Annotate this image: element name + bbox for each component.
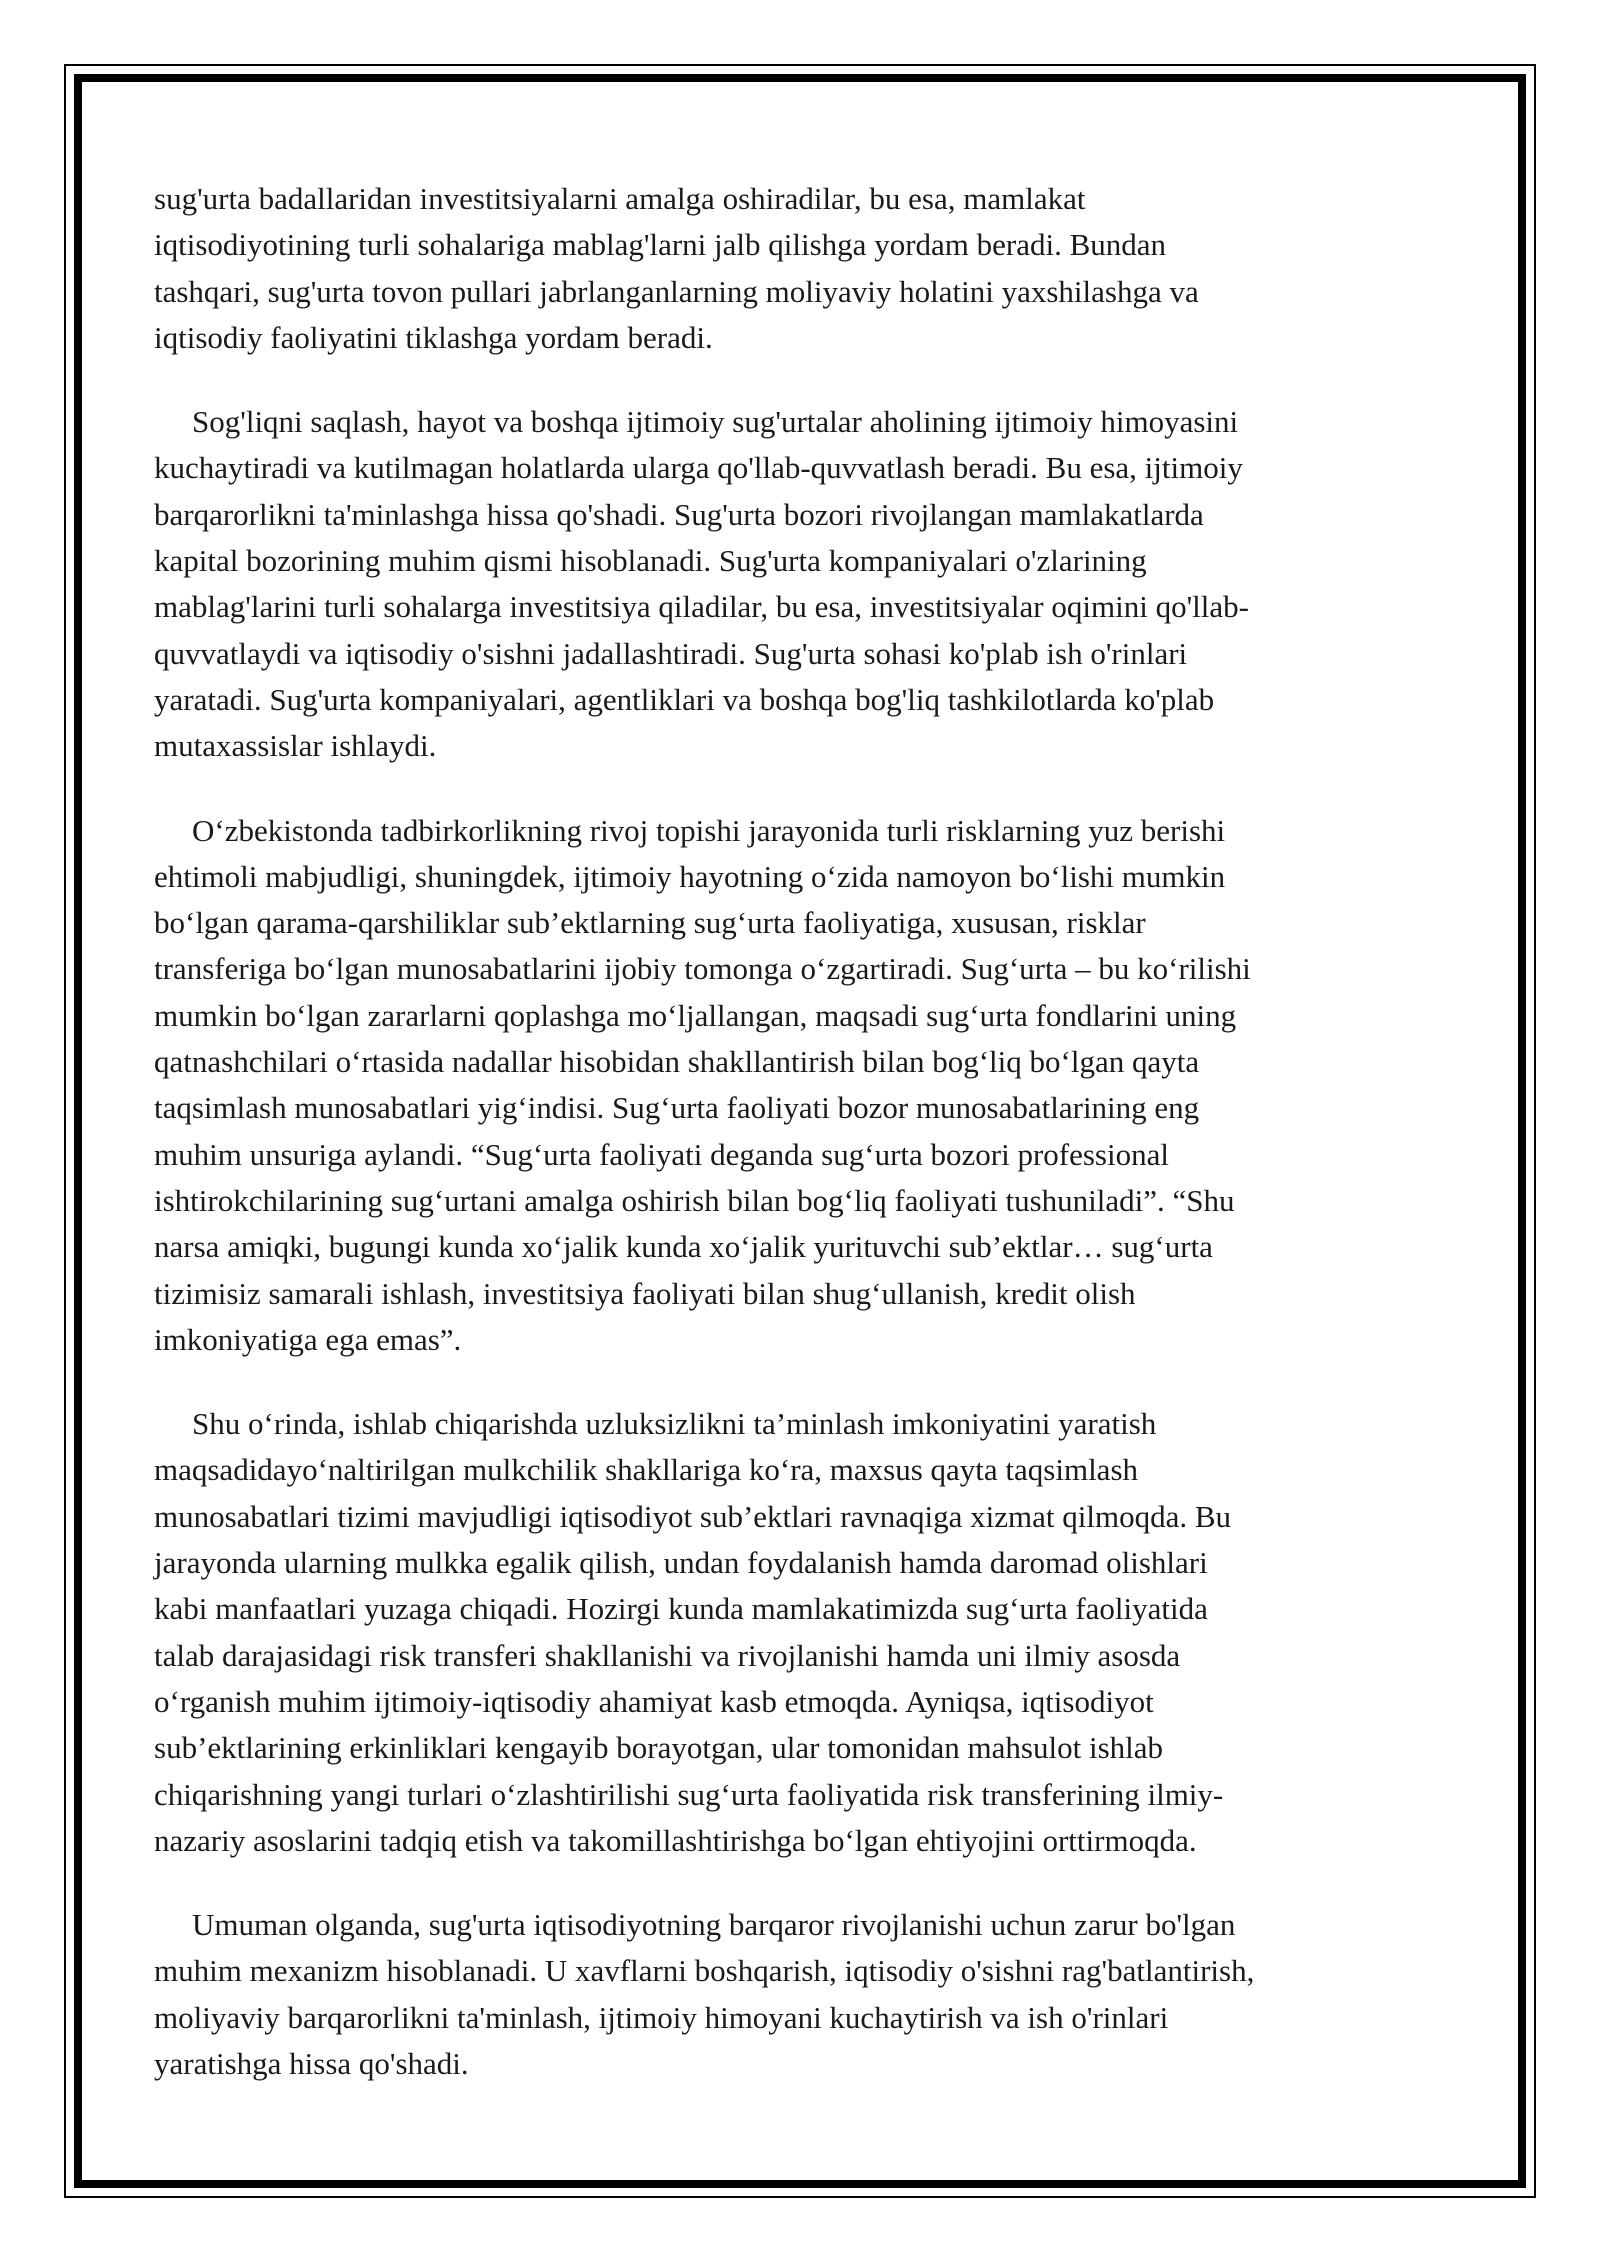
paragraph-redistribution: Shu o‘rinda, ishlab chiqarishda uzluksizlikni ta’minlash imkoniyatini yaratish maqsadidayo‘naltirilgan mulkchilik shakllariga ko‘ra, maxsus qayta taqsimlash munosabatlari tizimi mavjudligi iqtisodiyot sub’ektlari ravnaqiga xizmat qilmoqda. Bu jarayonda ularning mulkka egalik qilish, undan foydalanish hamda daromad olishlari kabi manfaatlari yuzaga chiqadi. Hozirgi kunda mamlakatimizda sug‘urta faoliyatida talab darajasidagi risk transferi shakllanishi va rivojlanishi hamda uni ilmiy asosda o‘rganish muhim ijtimoiy-iqtisodiy ahamiyat kasb etmoqda. Ayniqsa, iqtisodiyot sub’ektlarining erkinliklari kengayib borayotgan, ular tomonidan mahsulot ishlab chiqarishning yangi turlari o‘zlashtirilishi sug‘urta faoliyatida risk transferining ilmiy- nazariy asoslarini tadqiq etish va takomillashtirishga bo‘lgan ehtiyojini orttirmoqda.	[154, 1406, 1232, 1858]
document-body	[154, 176, 1494, 2125]
paragraph-social-insurance: Sog'liqni saqlash, hayot va boshqa ijtimoiy sug'urtalar aholining ijtimoiy himoyasini kuchaytiradi va kutilmagan holatlarda ularga qo'llab-quvvatlash beradi. Bu esa, ijtimoiy barqarorlikni ta'minlashga hissa qo'shadi. Sug'urta bozori rivojlangan mamlakatlarda kapital bozorining muhim qismi hisoblanadi. Sug'urta kompaniyalari o'zlarining mablag'larini turli sohalarga investitsiya qiladilar, bu esa, investitsiyalar oqimini qo'llab- quvvatlaydi va iqtisodiy o'sishni jadallashtiradi. Sug'urta sohasi ko'plab ish o'rinlari yaratadi. Sug'urta kompaniyalari, agentliklari va boshqa bog'liq tashkilotlarda ko'plab mutaxassislar ishlaydi.	[154, 404, 1249, 764]
paragraph-continuation: sug'urta badallaridan investitsiyalarni amalga oshiradilar, bu esa, mamlakat iqtisodiyotining turli sohalariga mablag'larni jalb qilishga yordam beradi. Bundan tashqari, sug'urta tovon pullari jabrlanganlarning moliyaviy holatini yaxshilashga va iqtisodiy faoliyatini tiklashga yordam beradi.	[154, 181, 1199, 355]
paragraph-conclusion: Umuman olganda, sug'urta iqtisodiyotning barqaror rivojlanishi uchun zarur bo'lgan muhim mexanizm hisoblanadi. U xavflarni boshqarish, iqtisodiy o'sishni rag'batlantirish, moliyaviy barqarorlikni ta'minlash, ijtimoiy himoyani kuchaytirish va ish o'rinlari yaratishga hissa qo'shadi.	[154, 1907, 1255, 2081]
paragraph-uzbekistan-risk: O‘zbekistonda tadbirkorlikning rivoj topishi jarayonida turli risklarning yuz berishi ehtimoli mabjudligi, shuningdek, ijtimoiy hayotning o‘zida namoyon bo‘lishi mumkin bo‘lgan qarama-qarshiliklar sub’ektlarning sug‘urta faoliyatiga, xususan, risklar transferiga bo‘lgan munosabatlarini ijobiy tomonga o‘zgartiradi. Sug‘urta – bu ko‘rilishi mumkin bo‘lgan zararlarni qoplashga mo‘ljallangan, maqsadi sug‘urta fondlarini uning qatnashchilari o‘rtasida nadallar hisobidan shakllantirish bilan bog‘liq bo‘lgan qayta taqsimlash munosabatlari yig‘indisi. Sug‘urta faoliyati bozor munosabatlarining eng muhim unsuriga aylandi. “Sug‘urta faoliyati deganda sug‘urta bozori professional ishtirokchilarining sug‘urtani amalga oshirish bilan bog‘liq faoliyati tushuniladi”. “Shu narsa amiqki, bugungi kunda xo‘jalik kunda xo‘jalik yurituvchi sub’ektlar… sug‘urta tizimisiz samarali ishlash, investitsiya faoliyati bilan shug‘ullanish, kredit olish imkoniyatiga ega emas”.	[154, 812, 1251, 1357]
